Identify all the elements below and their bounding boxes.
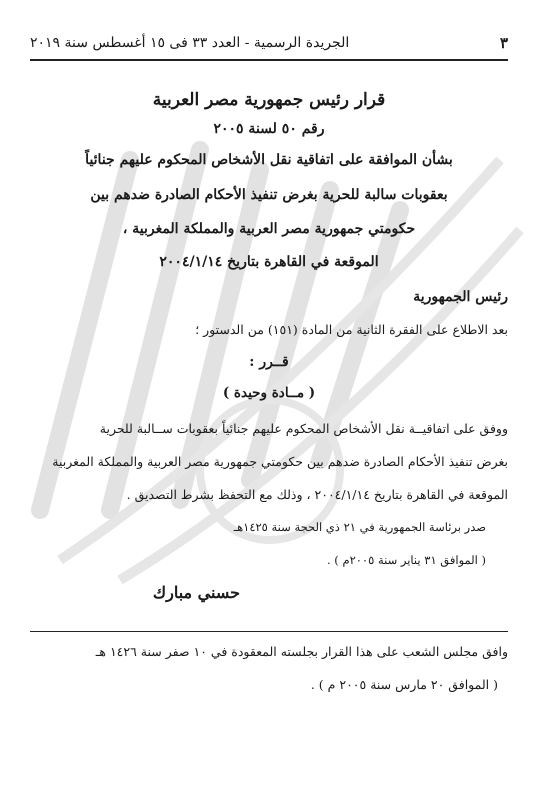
decree-title: قرار رئيس جمهورية مصر العربية [152, 90, 386, 110]
decree-subject-line: بشأن الموافقة على اتفاقية نقل الأشخاص المحكوم عليهم جنائياً [85, 152, 453, 168]
article-line: الموقعة في القاهرة بتاريخ ٢٠٠٤/١/١٤ ، وذلك مع التحفظ بشرط التصديق . [126, 487, 508, 502]
gazette-header [30, 34, 508, 52]
footer-divider [30, 631, 508, 632]
gazette-title: الجريدة الرسمية - العدد ٣٣ فى ١٥ أغسطس سنة ٢٠١٩ [30, 35, 350, 51]
decree-subject-line: الموقعة في القاهرة بتاريخ ٢٠٠٤/١/١٤ [159, 254, 379, 270]
decree-number: رقم ٥٠ لسنة ٢٠٠٥ [213, 121, 325, 137]
president-label: رئيس الجمهورية [413, 289, 508, 305]
signature: حسني مبارك [152, 583, 240, 602]
parliament-approval-date: ( الموافق ٢٠ مارس سنة ٢٠٠٥ م ) . [310, 677, 498, 692]
decree-subject-line: بعقوبات سالبة للحرية بغرض تنفيذ الأحكام الصادرة ضدهم بين [90, 187, 448, 203]
decided-label: قــرر : [249, 354, 289, 370]
header-divider [30, 59, 508, 61]
preamble: بعد الاطلاع على الفقرة الثانية من المادة (١٥١) من الدستور ؛ [195, 322, 508, 337]
parliament-approval-note: وافق مجلس الشعب على هذا القرار بجلسته المعقودة في ١٠ صفر سنة ١٤٢٦ هـ [95, 644, 508, 659]
issued-date-gregorian: ( الموافق ٣١ يناير سنة ٢٠٠٥م ) . [327, 553, 486, 567]
article-line: بغرض تنفيذ الأحكام الصادرة ضدهم بين حكومتي جمهورية مصر العربية والمملكة المغربية [52, 454, 508, 469]
issued-date-hijri: صدر برئاسة الجمهورية في ٢١ ذي الحجة سنة ١٤٢٥هـ [233, 520, 486, 534]
article-line: ووفق على اتفاقيــة نقل الأشخاص المحكوم عليهم جنائياً بعقوبات ســالبة للحرية [99, 421, 508, 436]
page-number: ٣ [499, 34, 508, 52]
decree-subject-line: حكومتي جمهورية مصر العربية والمملكة المغربية ، [122, 221, 416, 237]
article-label: ( مــادة وحيدة ) [222, 385, 316, 401]
